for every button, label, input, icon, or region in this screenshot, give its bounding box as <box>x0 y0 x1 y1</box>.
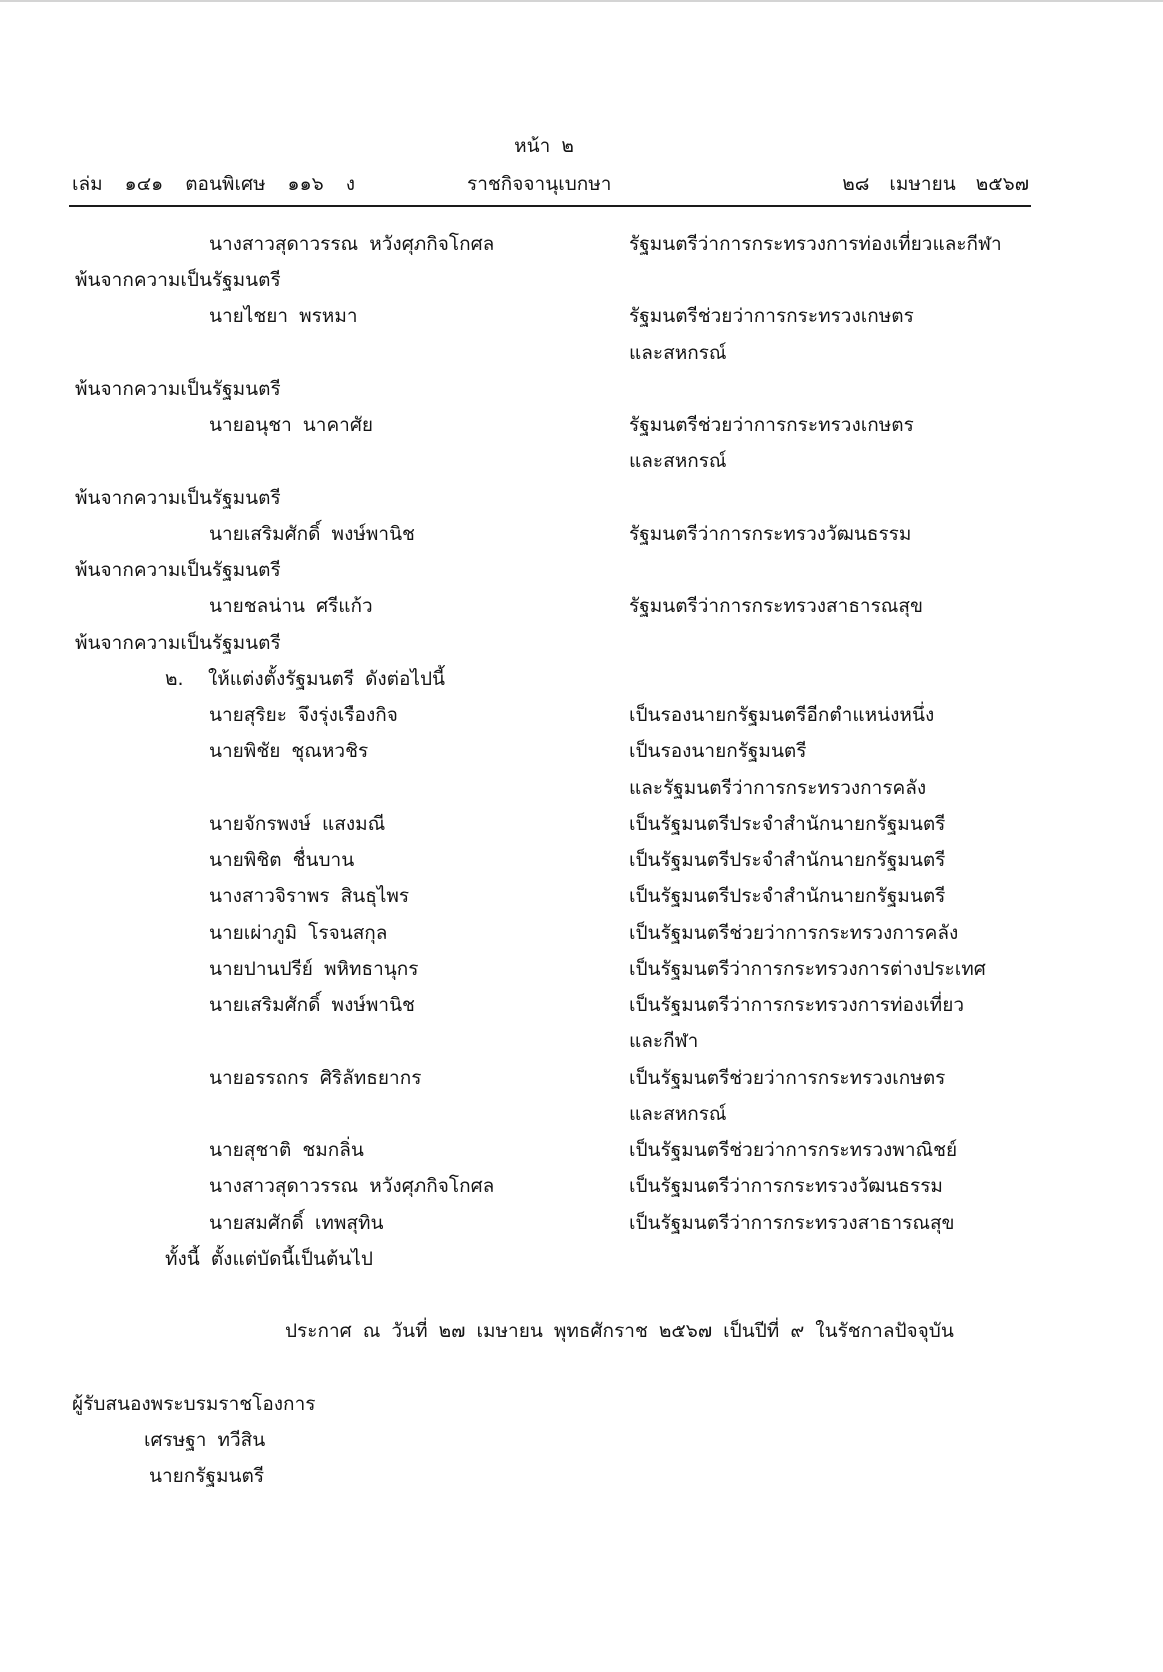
appointment-name: นางสาวจิราพร สินธุไพร <box>209 885 410 907</box>
removal-name: นายเสริมศักดิ์ พงษ์พานิช <box>209 523 415 545</box>
removal-position-continued: และสหกรณ์ <box>629 450 727 472</box>
appointment-position: เป็นรัฐมนตรีประจำสำนักนายกรัฐมนตรี <box>629 813 946 835</box>
removal-name: นายชลน่าน ศรีแก้ว <box>209 595 373 617</box>
appointment-name: นายเสริมศักดิ์ พงษ์พานิช <box>209 994 415 1016</box>
appointment-position: เป็นรัฐมนตรีว่าการกระทรวงสาธารณสุข <box>629 1212 955 1234</box>
gazette-header-title <box>467 166 611 202</box>
date-year: ๒๕๖๗ <box>975 173 1029 195</box>
removal-position: รัฐมนตรีว่าการกระทรวงสาธารณสุข <box>629 595 923 617</box>
volume-number: ๑๔๑ <box>124 173 164 195</box>
appointment-position-continued: และสหกรณ์ <box>629 1103 727 1125</box>
appointment-position: เป็นรัฐมนตรีประจำสำนักนายกรัฐมนตรี <box>629 885 946 907</box>
removal-name: นางสาวสุดาวรรณ หวังศุภกิจโกศล <box>209 233 495 255</box>
appointment-name: นายสุชาติ ชมกลิ่น <box>209 1139 364 1161</box>
countersign-title: นายกรัฐมนตรี <box>149 1465 265 1487</box>
appointment-name: นางสาวสุดาวรรณ หวังศุภกิจโกศล <box>209 1175 495 1197</box>
clause-number: ๒. <box>165 668 184 690</box>
date-month: เมษายน <box>889 173 956 195</box>
removal-position: รัฐมนตรีว่าการกระทรวงวัฒนธรรม <box>629 523 912 545</box>
removal-position: รัฐมนตรีช่วยว่าการกระทรวงเกษตร <box>629 414 914 436</box>
gazette-header-issue <box>72 166 355 202</box>
removal-status: พ้นจากความเป็นรัฐมนตรี <box>75 632 281 654</box>
appointment-name: นายพิชิต ชื่นบาน <box>209 849 355 871</box>
countersign-label: ผู้รับสนองพระบรมราชโองการ <box>72 1393 316 1415</box>
clause-heading: ให้แต่งตั้งรัฐมนตรี ดังต่อไปนี้ <box>208 668 446 690</box>
date-day: ๒๘ <box>842 173 870 195</box>
countersign-name: เศรษฐา ทวีสิน <box>144 1429 266 1451</box>
appointment-position: เป็นรองนายกรัฐมนตรี <box>629 740 807 762</box>
publication-title: ราชกิจจานุเบกษา <box>467 173 612 195</box>
appointment-position: เป็นรัฐมนตรีช่วยว่าการกระทรวงพาณิชย์ <box>629 1139 958 1161</box>
effective-clause: ทั้งนี้ ตั้งแต่บัดนี้เป็นต้นไป <box>165 1248 373 1270</box>
removal-status: พ้นจากความเป็นรัฐมนตรี <box>75 269 281 291</box>
appointment-position: เป็นรองนายกรัฐมนตรีอีกตำแหน่งหนึ่ง <box>629 704 935 726</box>
removal-name: นายอนุชา นาคาศัย <box>209 414 374 436</box>
appointment-position: เป็นรัฐมนตรีว่าการกระทรวงการท่องเที่ยว <box>629 994 965 1016</box>
page-top-edge <box>0 0 1163 2</box>
removal-position-continued: และสหกรณ์ <box>629 342 727 364</box>
appointment-position: เป็นรัฐมนตรีช่วยว่าการกระทรวงเกษตร <box>629 1067 946 1089</box>
removal-status: พ้นจากความเป็นรัฐมนตรี <box>75 378 281 400</box>
proclamation-date-line: ประกาศ ณ วันที่ ๒๗ เมษายน พุทธศักราช ๒๕๖๗ เป็นปีที่ ๙ ในรัชกาลปัจจุบัน <box>285 1320 954 1342</box>
appointment-position: เป็นรัฐมนตรีว่าการกระทรวงวัฒนธรรม <box>629 1175 943 1197</box>
appointment-position-continued: และรัฐมนตรีว่าการกระทรวงการคลัง <box>629 777 927 799</box>
section-number: ๑๑๖ <box>287 173 324 195</box>
gazette-header-date <box>842 166 1029 202</box>
appointment-position: เป็นรัฐมนตรีว่าการกระทรวงการต่างประเทศ <box>629 958 986 980</box>
section-suffix: ง <box>345 173 355 195</box>
appointment-name: นายจักรพงษ์ แสงมณี <box>209 813 386 835</box>
appointment-name: นายเผ่าภูมิ โรจนสกุล <box>209 922 388 944</box>
appointment-position: เป็นรัฐมนตรีช่วยว่าการกระทรวงการคลัง <box>629 922 959 944</box>
appointment-name: นายพิชัย ชุณหวชิร <box>209 740 369 762</box>
appointment-name: นายอรรถกร ศิริลัทธยากร <box>209 1067 422 1089</box>
section-label: ตอนพิเศษ <box>185 173 266 195</box>
removal-name: นายไชยา พรหมา <box>209 305 358 327</box>
appointment-position: เป็นรัฐมนตรีประจำสำนักนายกรัฐมนตรี <box>629 849 946 871</box>
volume-label: เล่ม <box>72 173 103 195</box>
removal-position: รัฐมนตรีช่วยว่าการกระทรวงเกษตร <box>629 305 914 327</box>
removal-status: พ้นจากความเป็นรัฐมนตรี <box>75 487 281 509</box>
page-label: หน้า ๒ <box>514 135 574 157</box>
removal-position: รัฐมนตรีว่าการกระทรวงการท่องเที่ยวและกีฬา <box>629 233 1002 255</box>
appointment-name: นายปานปรีย์ พหิทธานุกร <box>209 958 419 980</box>
removal-status: พ้นจากความเป็นรัฐมนตรี <box>75 559 281 581</box>
appointment-name: นายสุริยะ จึงรุ่งเรืองกิจ <box>209 704 398 726</box>
appointment-name: นายสมศักดิ์ เทพสุทิน <box>209 1212 384 1234</box>
appointment-position-continued: และกีฬา <box>629 1030 699 1052</box>
header-rule <box>69 205 1031 207</box>
